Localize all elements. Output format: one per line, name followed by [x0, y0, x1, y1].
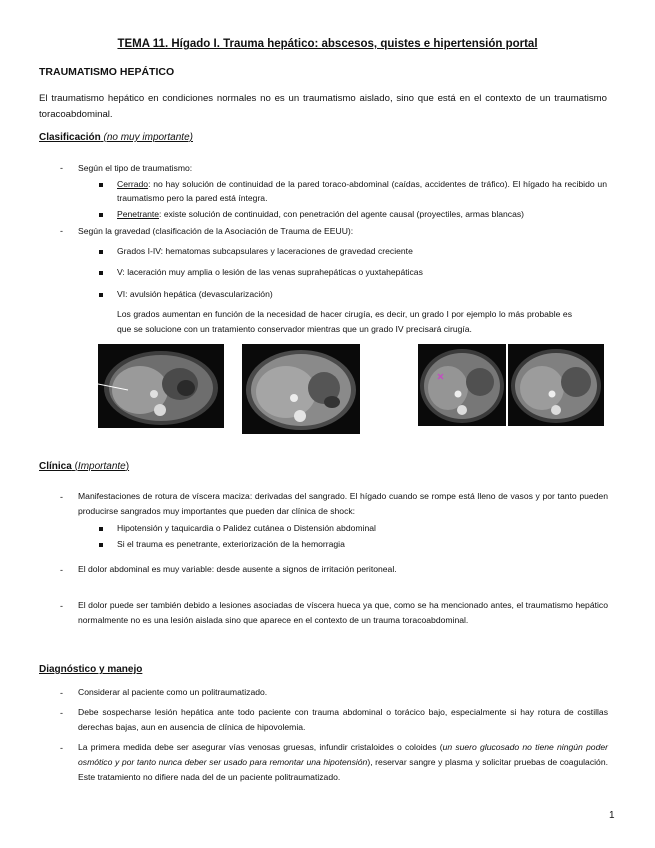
- square-bullet: [99, 271, 103, 275]
- diagnostico-item-3b: un suero glucosado no tiene ningún poder osmótico y por tanto nunca deber ser usado para remontar una hipotensión: [78, 742, 608, 767]
- document-title: TEMA 11. Hígado I. Trauma hepático: abscesos, quistes e hipertensión portal: [117, 38, 538, 50]
- clasificacion-item-tipo: Según el tipo de traumatismo:: [78, 163, 193, 173]
- clasificacion-heading: [39, 132, 193, 143]
- penetrante-label: Penetrante: [117, 209, 160, 219]
- dash-bullet: -: [60, 492, 63, 502]
- cerrado-item: [117, 177, 607, 205]
- clinica-heading: Clínica (Importante): [39, 461, 130, 472]
- clinica-item-1: Manifestaciones de rotura de víscera maciza: derivadas del sangrado. El hígado cuando se rompe está lleno de vasos y por tanto pueden producirse sangrados muy importantes que pueden dar clínica de shock:: [78, 491, 608, 516]
- grade-6: VI: avulsión hepática (devascularización): [117, 289, 273, 299]
- page-number: 1: [609, 810, 615, 821]
- intro-paragraph: El traumatismo hepático en condiciones normales no es un traumatismo aislado, sino que está en el contexto de un traumatismo toracoabdominal.: [39, 93, 607, 120]
- square-bullet: [99, 213, 103, 217]
- cerrado-label: Cerrado: [117, 179, 149, 189]
- dash-bullet: -: [60, 688, 63, 698]
- dash-bullet: -: [60, 601, 63, 611]
- diagnostico-item-2: Debe sospecharse lesión hepática ante todo paciente con trauma abdominal o torácico bajo, especialmente si hay rotura de costillas derechas bajas, aun en ausencia de clínica de hipovolemia.: [78, 707, 608, 732]
- diagnostico-item-3: [78, 740, 608, 785]
- square-bullet: [99, 250, 103, 254]
- square-bullet: [99, 293, 103, 297]
- diagnostico-item-3c: ), reservar sangre y plasma y solicitar pruebas de coagulación. Este tratamiento no difiere nada del de un paciente politraumatizado.: [78, 757, 608, 782]
- dash-bullet: -: [60, 163, 63, 173]
- clinica-item-3: El dolor puede ser también debido a lesiones asociadas de víscera hueca ya que, como se ha mencionado antes, el traumatismo hepático normalmente no es una lesión aislada sino que aparece en el contexto de un trauma toracoabdominal.: [78, 600, 608, 625]
- ct-scan-image-4: [508, 344, 604, 426]
- clinica-item-2: El dolor abdominal es muy variable: desde ausente a signos de irritación peritoneal.: [78, 564, 397, 574]
- grade-5: V: laceración muy amplia o lesión de las venas suprahepáticas o yuxtahepáticas: [117, 267, 423, 277]
- dash-bullet: -: [60, 565, 63, 575]
- cerrado-text: : no hay solución de continuidad de la pared toraco-abdominal (caídas, accidentes de tráfico). El hígado ha recibido un traumatismo pero la pared está íntegra.: [117, 179, 607, 203]
- diagnostico-item-1: Considerar al paciente como un politraumatizado.: [78, 687, 268, 697]
- section-heading-trauma: TRAUMATISMO HEPÁTICO: [39, 66, 175, 78]
- square-bullet: [99, 183, 103, 187]
- square-bullet: [99, 543, 103, 547]
- dash-bullet: -: [60, 708, 63, 718]
- ct-scan-image-2: [242, 344, 360, 434]
- grade-1-4: Grados I-IV: hematomas subcapsulares y laceraciones de gravedad creciente: [117, 246, 413, 256]
- dash-bullet: -: [60, 743, 63, 753]
- square-bullet: [99, 527, 103, 531]
- clasificacion-heading-text: Clasificación: [39, 132, 101, 143]
- clasificacion-note: (no muy importante): [103, 132, 193, 143]
- diagnostico-item-3a: La primera medida debe ser asegurar vías venosas gruesas, infundir cristaloides o coloides (: [78, 742, 443, 752]
- penetrante-text: : existe solución de continuidad, con penetración del agente causal (proyectiles, armas blancas): [159, 209, 525, 219]
- clinica-note: Importante: [77, 461, 126, 472]
- dash-bullet: -: [60, 226, 63, 236]
- clinica-sub-1: Hipotensión y taquicardia o Palidez cutánea o Distensión abdominal: [117, 523, 376, 533]
- ct-scan-image-1: [98, 344, 224, 428]
- clasificacion-item-gravedad: Según la gravedad (clasificación de la Asociación de Trauma de EEUU):: [78, 226, 354, 236]
- grades-note: Los grados aumentan en función de la necesidad de hacer cirugía, es decir, un grado I por ejemplo lo más probable es que se solucione con un tratamiento conservador mientras que un grado IV precisará cirugía.: [117, 309, 572, 334]
- clinica-sub-2: Si el trauma es penetrante, exteriorización de la hemorragia: [117, 539, 345, 549]
- clinica-heading-text: Clínica: [39, 461, 72, 472]
- penetrante-item: [117, 207, 617, 221]
- diagnostico-heading: Diagnóstico y manejo: [39, 664, 143, 675]
- ct-scan-image-3: [418, 344, 506, 426]
